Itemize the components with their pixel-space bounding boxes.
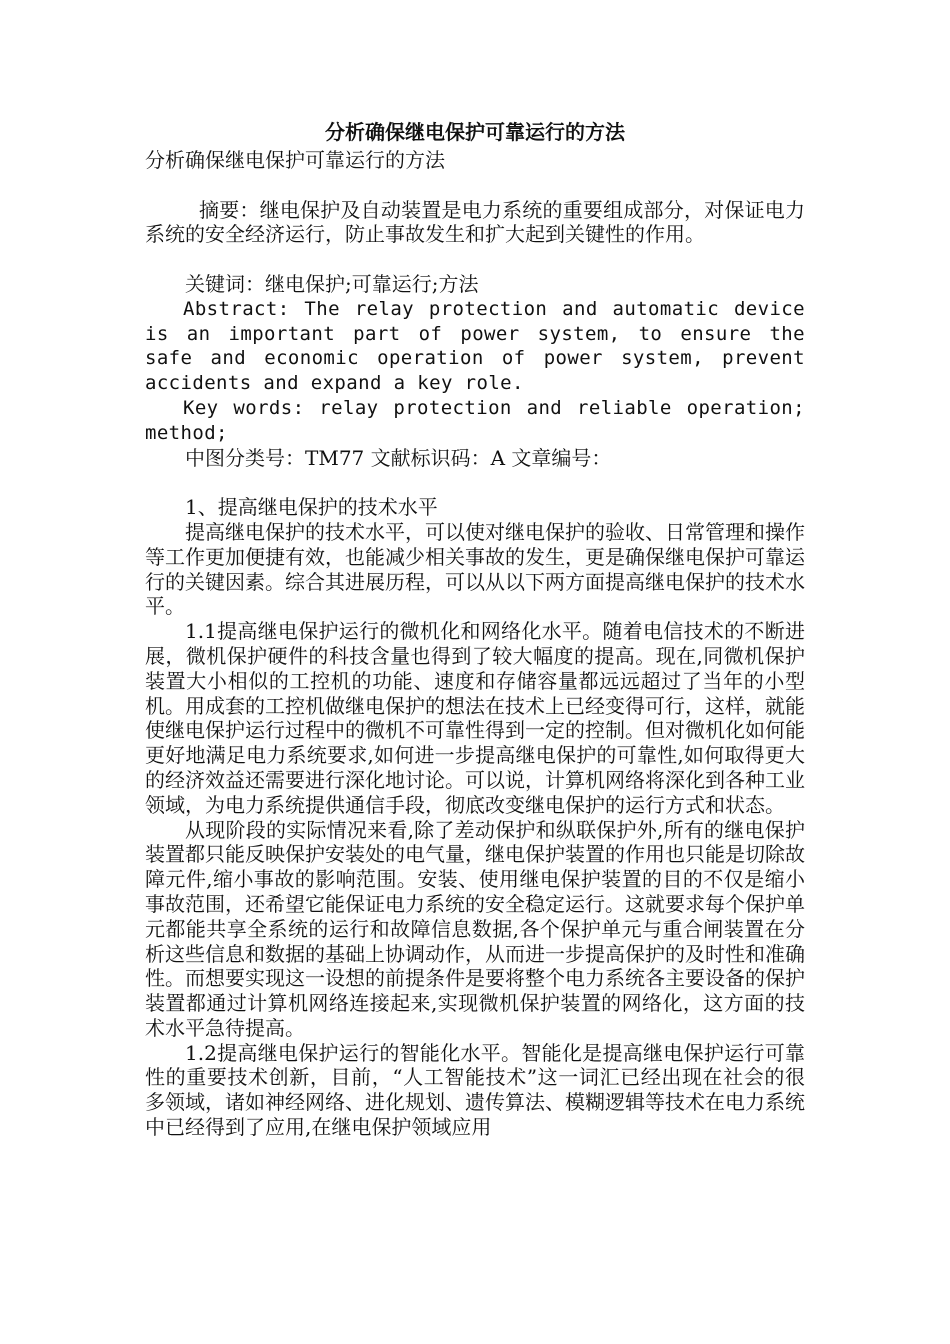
document-subtitle: 分析确保继电保护可靠运行的方法	[145, 148, 445, 172]
abstract-chinese: 摘要：继电保护及自动装置是电力系统的重要组成部分，对保证电力系统的安全经济运行，防止事故发生和扩大起到关键性的作用。	[145, 197, 805, 247]
blank-line	[145, 470, 805, 495]
blank-line	[145, 247, 805, 272]
section-1-paragraph: 提高继电保护的技术水平，可以使对继电保护的验收、日常管理和操作等工作更加便捷有效，也能减少相关事故的发生，更是确保继电保护可靠运行的关键因素。综合其进展历程，可以从以下两方面提高继电保护的技术水平。	[145, 519, 805, 619]
document-page	[145, 118, 805, 1140]
document-title: 分析确保继电保护可靠运行的方法	[325, 120, 625, 144]
keywords-english: Key words: relay protection and reliable operation; method;	[145, 396, 805, 444]
section-1-1-paragraph-2: 从现阶段的实际情况来看,除了差动保护和纵联保护外,所有的继电保护装置都只能反映保护安装处的电气量，继电保护装置的作用也只能是切除故障元件,缩小事故的影响范围。安装、使用继电保护装置的目的不仅是缩小事故范围，还希望它能保证电力系统的安全稳定运行。这就要求每个保护单元都能共享全系统的运行和故障信息数据,各个保护单元与重合闸装置在分析这些信息和数据的基础上协调动作，从而进一步提高保护的及时性和准确性。而想要实现这一设想的前提条件是要将整个电力系统各主要设备的保护装置都通过计算机网络连接起来,实现微机保护装置的网络化，这方面的技术水平急待提高。	[145, 817, 805, 1040]
keywords-chinese: 关键词：继电保护;可靠运行;方法	[185, 271, 479, 296]
section-1-heading: 1、提高继电保护的技术水平	[185, 495, 438, 520]
section-1-1-paragraph: 1.1提高继电保护运行的微机化和网络化水平。随着电信技术的不断进展，微机保护硬件的科技含量也得到了较大幅度的提高。现在,同微机保护装置大小相似的工控机的功能、速度和存储容量都远远超过了当年的小型机。用成套的工控机做继电保护的想法在技术上已经变得可行，这样，就能使继电保护运行过程中的微机不可靠性得到一定的控制。但对微机化如何能更好地满足电力系统要求,如何进一步提高继电保护的可靠性,如何取得更大的经济效益还需要进行深化地讨论。可以说，计算机网络将深化到各种工业领域，为电力系统提供通信手段，彻底改变继电保护的运行方式和状态。	[145, 619, 805, 817]
section-1-2-paragraph: 1.2提高继电保护运行的智能化水平。智能化是提高继电保护运行可靠性的重要技术创新，目前，“人工智能技术”这一词汇已经出现在社会的很多领域，诸如神经网络、进化规划、遗传算法、模糊逻辑等技术在电力系统中已经得到了应用,在继电保护领域应用	[145, 1040, 805, 1140]
classification-line: 中图分类号：TM77 文献标识码：A 文章编号：	[185, 445, 612, 470]
blank-line	[145, 173, 805, 198]
abstract-english: Abstract: The relay protection and automatic device is an important part of power system, to ensure the safe and economic operation of power system, prevent accidents and expand a key role.	[145, 297, 805, 395]
